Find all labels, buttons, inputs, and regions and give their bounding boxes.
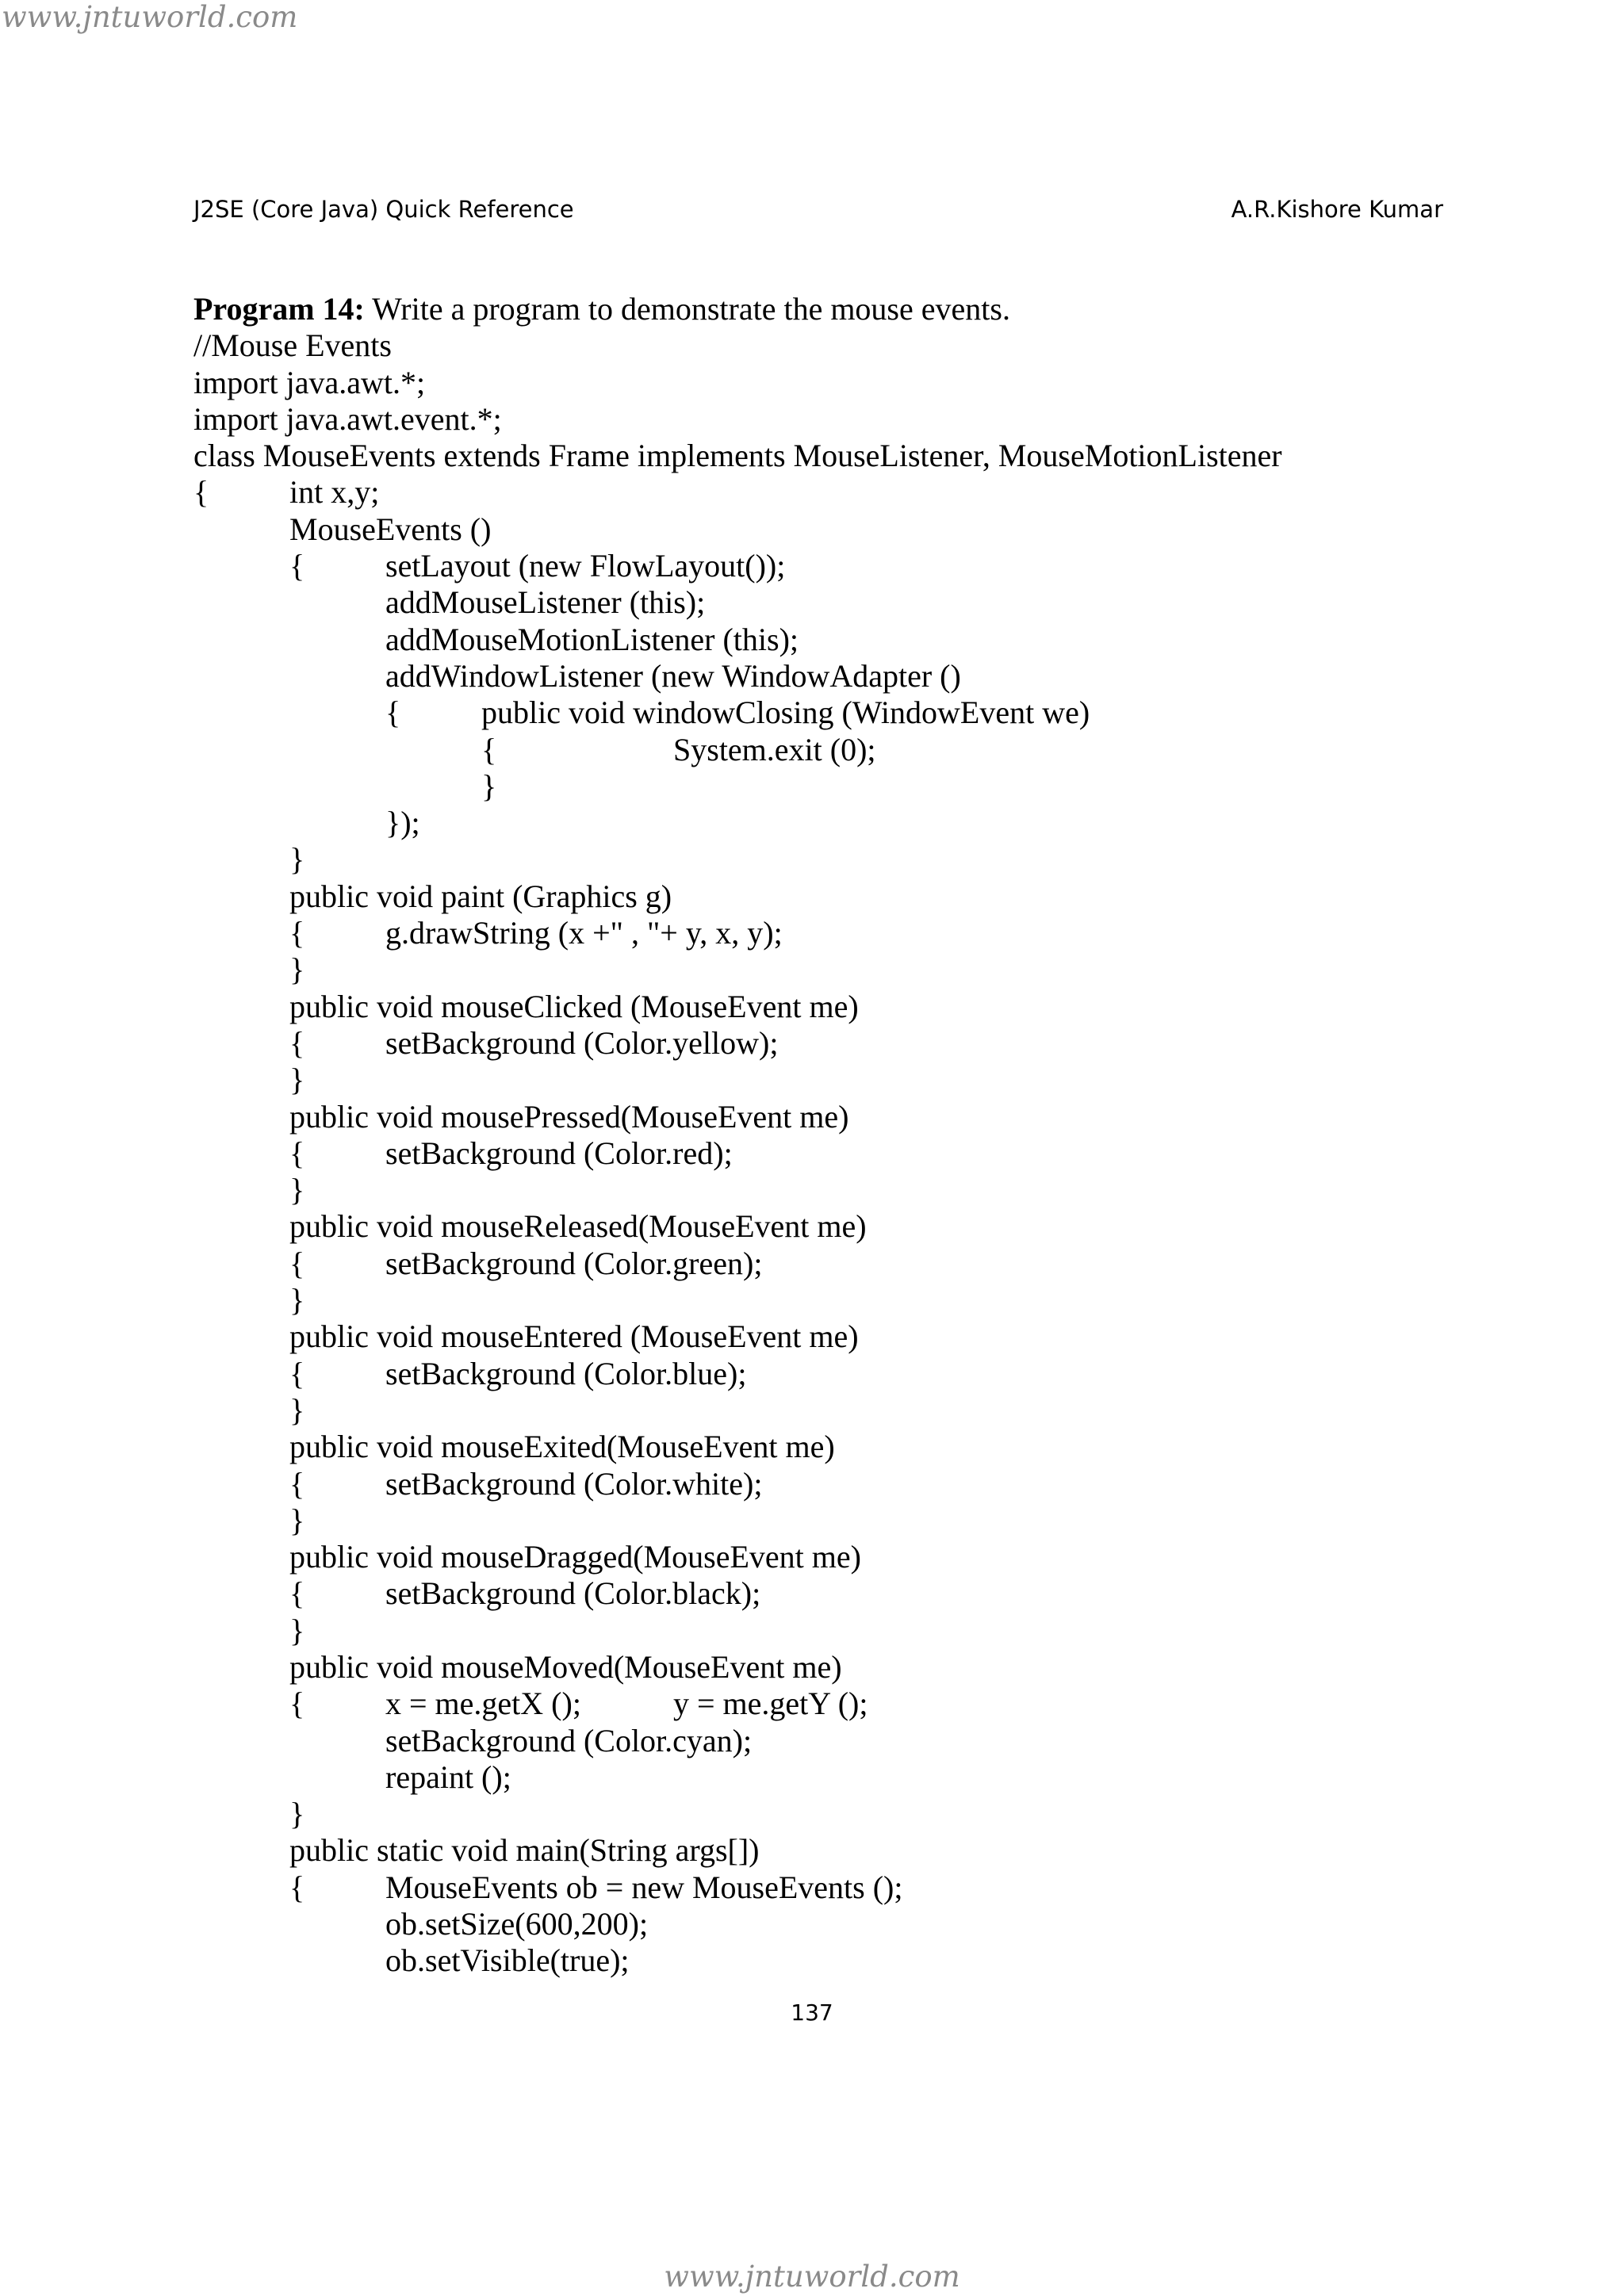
code-text: } bbox=[289, 1062, 305, 1098]
code-text: y = me.getY (); bbox=[673, 1686, 868, 1722]
code-line bbox=[193, 1392, 1462, 1429]
code-text: setBackground (Color.red); bbox=[385, 1135, 733, 1171]
code-text: } bbox=[481, 767, 497, 804]
code-line bbox=[193, 622, 1462, 658]
code-text: ob.setVisible(true); bbox=[385, 1942, 630, 1979]
code-line bbox=[193, 1759, 1462, 1796]
code-text: } bbox=[289, 841, 305, 878]
code-text: setBackground (Color.cyan); bbox=[385, 1722, 753, 1758]
code-text: import java.awt.*; bbox=[193, 364, 426, 400]
code-text: MouseEvents ob = new MouseEvents (); bbox=[385, 1869, 903, 1905]
code-text: { bbox=[385, 695, 401, 731]
code-line bbox=[193, 1686, 1462, 1722]
code-text: { bbox=[481, 731, 497, 767]
code-line bbox=[193, 1832, 1462, 1869]
code-line bbox=[193, 989, 1462, 1025]
code-text: } bbox=[289, 1391, 305, 1428]
watermark-top: www.jntuworld.com bbox=[2, 0, 298, 34]
code-line bbox=[193, 1356, 1462, 1392]
code-line bbox=[193, 1062, 1462, 1098]
code-text: } bbox=[289, 1796, 305, 1832]
program-listing bbox=[193, 291, 1462, 1980]
code-text: public void mouseExited(MouseEvent me) bbox=[289, 1429, 835, 1465]
code-text: setBackground (Color.white); bbox=[385, 1465, 763, 1502]
code-text: { bbox=[289, 1355, 305, 1391]
code-text: } bbox=[289, 951, 305, 988]
code-line bbox=[193, 1318, 1462, 1355]
code-line bbox=[193, 1099, 1462, 1135]
code-text: { bbox=[289, 1869, 305, 1905]
code-text: public void paint (Graphics g) bbox=[289, 878, 672, 914]
code-line bbox=[193, 1208, 1462, 1245]
code-line bbox=[193, 915, 1462, 951]
code-line bbox=[193, 1172, 1462, 1208]
code-line bbox=[193, 1942, 1462, 1979]
code-line bbox=[193, 805, 1462, 841]
code-text: setBackground (Color.black); bbox=[385, 1575, 761, 1612]
code-text: } bbox=[289, 1612, 305, 1648]
code-line bbox=[193, 1502, 1462, 1539]
code-text: public void mouseReleased(MouseEvent me) bbox=[289, 1208, 867, 1245]
code-line bbox=[193, 658, 1462, 695]
code-text: { bbox=[289, 548, 305, 584]
page-number: 137 bbox=[791, 1999, 833, 2026]
code-text: addMouseListener (this); bbox=[385, 584, 706, 621]
code-line bbox=[193, 768, 1462, 805]
code-text: ob.setSize(600,200); bbox=[385, 1906, 649, 1942]
code-text: repaint (); bbox=[385, 1758, 511, 1795]
code-text: } bbox=[289, 1502, 305, 1538]
code-text: setBackground (Color.green); bbox=[385, 1245, 763, 1281]
code-line bbox=[193, 1649, 1462, 1686]
code-line bbox=[193, 401, 1462, 438]
code-text: class MouseEvents extends Frame implements MouseListener, MouseMotionListener bbox=[193, 438, 1282, 474]
code-text: { bbox=[193, 474, 209, 511]
code-line bbox=[193, 511, 1462, 548]
program-heading bbox=[193, 291, 1462, 327]
code-line bbox=[193, 1429, 1462, 1465]
code-line bbox=[193, 878, 1462, 915]
code-line bbox=[193, 1025, 1462, 1062]
code-text: public void mouseDragged(MouseEvent me) bbox=[289, 1539, 861, 1575]
code-text: MouseEvents () bbox=[289, 511, 492, 547]
code-line bbox=[193, 1906, 1462, 1942]
code-block bbox=[193, 327, 1462, 1979]
code-line bbox=[193, 841, 1462, 878]
running-header-author: A.R.Kishore Kumar bbox=[1231, 196, 1443, 223]
code-text: addWindowListener (new WindowAdapter () bbox=[385, 657, 961, 694]
code-text: setLayout (new FlowLayout()); bbox=[385, 548, 786, 584]
code-text: public static void main(String args[]) bbox=[289, 1832, 760, 1869]
code-text: { bbox=[289, 1245, 305, 1281]
code-text: } bbox=[289, 1172, 305, 1208]
code-text: System.exit (0); bbox=[673, 731, 876, 767]
code-text: setBackground (Color.yellow); bbox=[385, 1024, 779, 1061]
code-text: { bbox=[289, 1135, 305, 1171]
code-line bbox=[193, 584, 1462, 621]
code-line bbox=[193, 1723, 1462, 1759]
code-line bbox=[193, 695, 1462, 731]
running-header-title: J2SE (Core Java) Quick Reference bbox=[193, 196, 574, 223]
code-text: { bbox=[289, 1465, 305, 1502]
code-line bbox=[193, 1466, 1462, 1502]
code-line bbox=[193, 1246, 1462, 1282]
program-label: Program 14: bbox=[193, 291, 365, 327]
watermark-bottom: www.jntuworld.com bbox=[664, 2260, 960, 2294]
code-text: public void mouseEntered (MouseEvent me) bbox=[289, 1318, 859, 1355]
code-line bbox=[193, 327, 1462, 364]
code-line bbox=[193, 1796, 1462, 1832]
code-line bbox=[193, 732, 1462, 768]
code-text: g.drawString (x +" , "+ y, x, y); bbox=[385, 915, 783, 951]
code-text: public void windowClosing (WindowEvent we) bbox=[481, 695, 1090, 731]
code-text: { bbox=[289, 1575, 305, 1612]
code-text: public void mouseClicked (MouseEvent me) bbox=[289, 988, 859, 1024]
code-text: setBackground (Color.blue); bbox=[385, 1355, 747, 1391]
code-line bbox=[193, 951, 1462, 988]
code-line bbox=[193, 1613, 1462, 1649]
code-line bbox=[193, 1575, 1462, 1612]
code-line bbox=[193, 1539, 1462, 1575]
code-line bbox=[193, 1135, 1462, 1172]
code-line bbox=[193, 1869, 1462, 1906]
code-text: { bbox=[289, 1024, 305, 1061]
code-text: int x,y; bbox=[289, 474, 380, 511]
code-text: addMouseMotionListener (this); bbox=[385, 621, 799, 657]
code-text: //Mouse Events bbox=[193, 327, 392, 364]
program-description: Write a program to demonstrate the mouse events. bbox=[364, 291, 1010, 327]
code-text: } bbox=[289, 1282, 305, 1318]
code-line bbox=[193, 548, 1462, 584]
code-text: public void mouseMoved(MouseEvent me) bbox=[289, 1648, 842, 1685]
code-line bbox=[193, 1282, 1462, 1318]
code-line bbox=[193, 438, 1462, 474]
code-text: public void mousePressed(MouseEvent me) bbox=[289, 1098, 849, 1135]
code-text: x = me.getX (); bbox=[385, 1686, 581, 1722]
code-text: }); bbox=[385, 805, 420, 841]
code-text: { bbox=[289, 1686, 305, 1722]
code-line bbox=[193, 365, 1462, 401]
code-text: { bbox=[289, 915, 305, 951]
code-text: import java.awt.event.*; bbox=[193, 400, 502, 437]
code-line bbox=[193, 474, 1462, 511]
